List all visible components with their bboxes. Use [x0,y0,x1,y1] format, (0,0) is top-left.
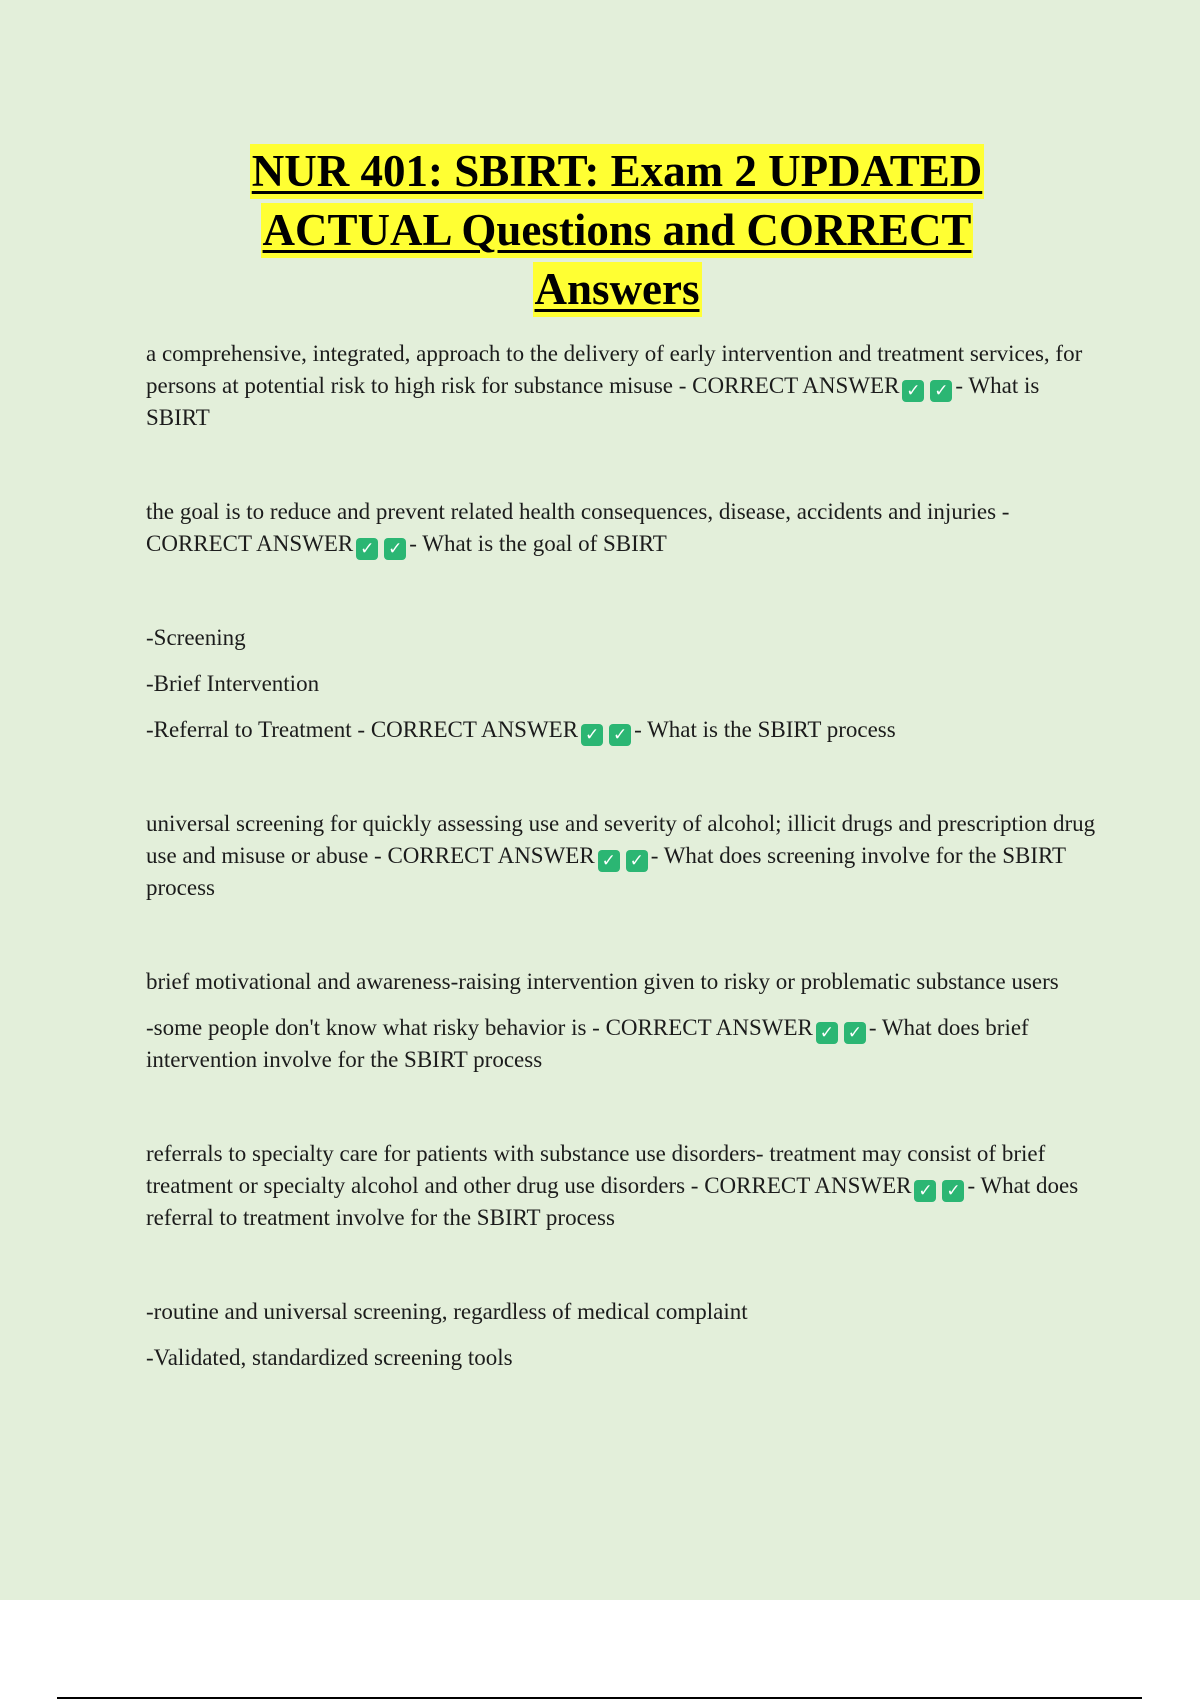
flashcard-1 [146,338,1096,434]
flashcard-3-line-1: -Screening [146,625,246,650]
check-mark-icon: ✓ [609,724,631,746]
flashcard-3-line-2: -Brief Intervention [146,671,320,696]
check-mark-icon: ✓ [914,1180,936,1202]
title-line-2: ACTUAL Questions and CORRECT [261,203,974,258]
flashcard-2 [146,496,1096,560]
check-mark-icon: ✓ [356,538,378,560]
answer-text: -Referral to Treatment - CORRECT ANSWER [146,717,579,742]
flashcard-7-line-1: -routine and universal screening, regardless of medical complaint [146,1299,748,1324]
check-mark-icon: ✓ [626,850,648,872]
flashcard-3 [146,714,1096,746]
answer-text: referrals to specialty care for patients with substance use disorders- treatment may consist of brief treatment or specialty alcohol and other drug use disorders - CORRECT ANSWER [146,1141,1046,1198]
title-line-3: Answers [533,262,702,317]
answer-text: the goal is to reduce and prevent related health consequences, disease, accidents and injuries - CORRECT ANSWER [146,499,1010,556]
flashcard-7-line-2: -Validated, standardized screening tools [146,1345,513,1370]
check-mark-icon: ✓ [581,724,603,746]
question-text: - What is the SBIRT process [634,717,896,742]
question-text: - What does brief intervention involve for the SBIRT process [146,1015,1029,1072]
answer-text: -some people don't know what risky behavior is - CORRECT ANSWER [146,1015,813,1040]
question-text: - What is SBIRT [146,373,1040,430]
flashcard-5 [146,1012,1096,1076]
check-mark-icon: ✓ [816,1022,838,1044]
question-text: - What is the goal of SBIRT [409,531,667,556]
flashcard-4 [146,808,1096,904]
flashcard-5-line-1: brief motivational and awareness-raising intervention given to risky or problematic substance users [146,969,1059,994]
question-text: - What does screening involve for the SBIRT process [146,843,1066,900]
footer-rule [57,1697,1142,1699]
flashcard-list [146,338,1096,1374]
check-mark-icon: ✓ [598,850,620,872]
check-mark-icon: ✓ [384,538,406,560]
check-mark-icon: ✓ [942,1180,964,1202]
answer-text: universal screening for quickly assessing use and severity of alcohol; illicit drugs and prescription drug use and misuse or abuse - CORRECT ANSWER [146,811,1096,868]
flashcard-6 [146,1138,1096,1234]
answer-text: a comprehensive, integrated, approach to the delivery of early intervention and treatment services, for persons at potential risk to high risk for substance misuse - CORRECT ANSWER [146,341,1083,398]
check-mark-icon: ✓ [930,380,952,402]
check-mark-icon: ✓ [902,380,924,402]
document-title [0,142,1200,319]
question-text: - What does referral to treatment involve for the SBIRT process [146,1173,1079,1230]
check-mark-icon: ✓ [844,1022,866,1044]
title-line-1: NUR 401: SBIRT: Exam 2 UPDATED [250,144,985,199]
